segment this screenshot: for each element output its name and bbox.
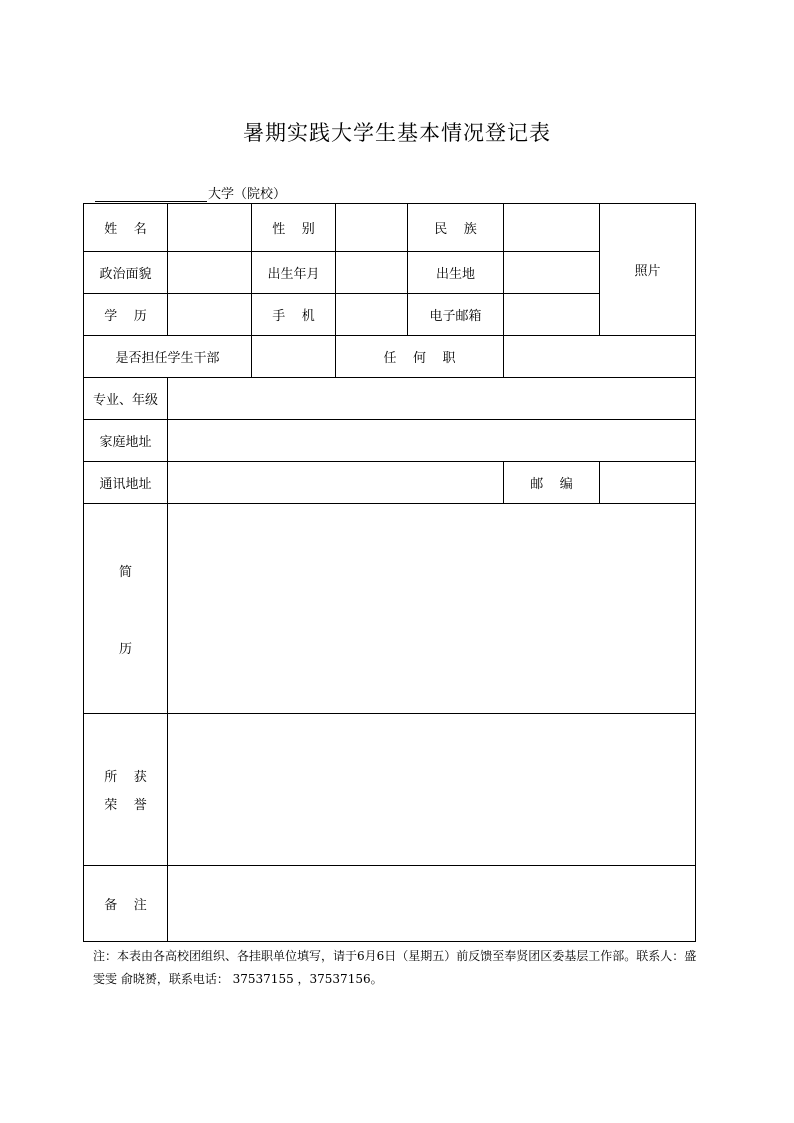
label-honors-line-1: 所 获 [104, 770, 147, 785]
field-birthplace[interactable] [503, 251, 600, 294]
label-resume-char-2: 历 [118, 641, 132, 657]
label-education: 学 历 [83, 293, 168, 336]
field-phone[interactable] [335, 293, 408, 336]
field-name[interactable] [167, 203, 252, 252]
label-phone: 手 机 [251, 293, 336, 336]
field-position[interactable] [503, 335, 696, 378]
label-position: 任 何 职 [335, 335, 504, 378]
photo-box[interactable]: 照片 [599, 203, 696, 336]
label-honors-line-2: 荣 誉 [104, 798, 147, 813]
label-remarks: 备 注 [83, 865, 168, 942]
label-birth: 出生年月 [251, 251, 336, 294]
field-ethnicity[interactable] [503, 203, 600, 252]
label-home: 家庭地址 [83, 419, 168, 462]
label-email: 电子邮箱 [407, 293, 504, 336]
label-name: 姓 名 [83, 203, 168, 252]
page-title: 暑期实践大学生基本情况登记表 [243, 121, 551, 145]
field-cadre[interactable] [251, 335, 336, 378]
label-political: 政治面貌 [83, 251, 168, 294]
label-ethnicity: 民 族 [407, 203, 504, 252]
field-mail-address[interactable] [167, 461, 504, 504]
label-gender: 性 别 [251, 203, 336, 252]
field-education[interactable] [167, 293, 252, 336]
footnote: 注：本表由各高校团组织、各挂职单位填写，请于6月6日（星期五）前反馈至奉贤团区委基层工作部。联系人：盛雯雯 俞晓赟，联系电话： 37537155 ，37537156。 [93, 949, 697, 986]
field-email[interactable] [503, 293, 600, 336]
field-gender[interactable] [335, 203, 408, 252]
field-honors[interactable] [167, 713, 696, 866]
label-honors [83, 713, 168, 866]
field-political[interactable] [167, 251, 252, 294]
label-mail-address: 通讯地址 [83, 461, 168, 504]
label-cadre: 是否担任学生干部 [83, 335, 252, 378]
school-line [95, 183, 286, 202]
label-resume [83, 503, 168, 714]
field-remarks[interactable] [167, 865, 696, 942]
field-postcode[interactable] [599, 461, 696, 504]
field-resume[interactable] [167, 503, 696, 714]
field-major[interactable] [167, 377, 696, 420]
school-suffix: 大学（院校） [208, 187, 287, 202]
field-birth[interactable] [335, 251, 408, 294]
label-postcode: 邮 编 [503, 461, 600, 504]
field-home[interactable] [167, 419, 696, 462]
label-birthplace: 出生地 [407, 251, 504, 294]
school-name-blank[interactable] [95, 185, 207, 202]
label-resume-char-1: 简 [118, 564, 132, 580]
label-major: 专业、年级 [83, 377, 168, 420]
